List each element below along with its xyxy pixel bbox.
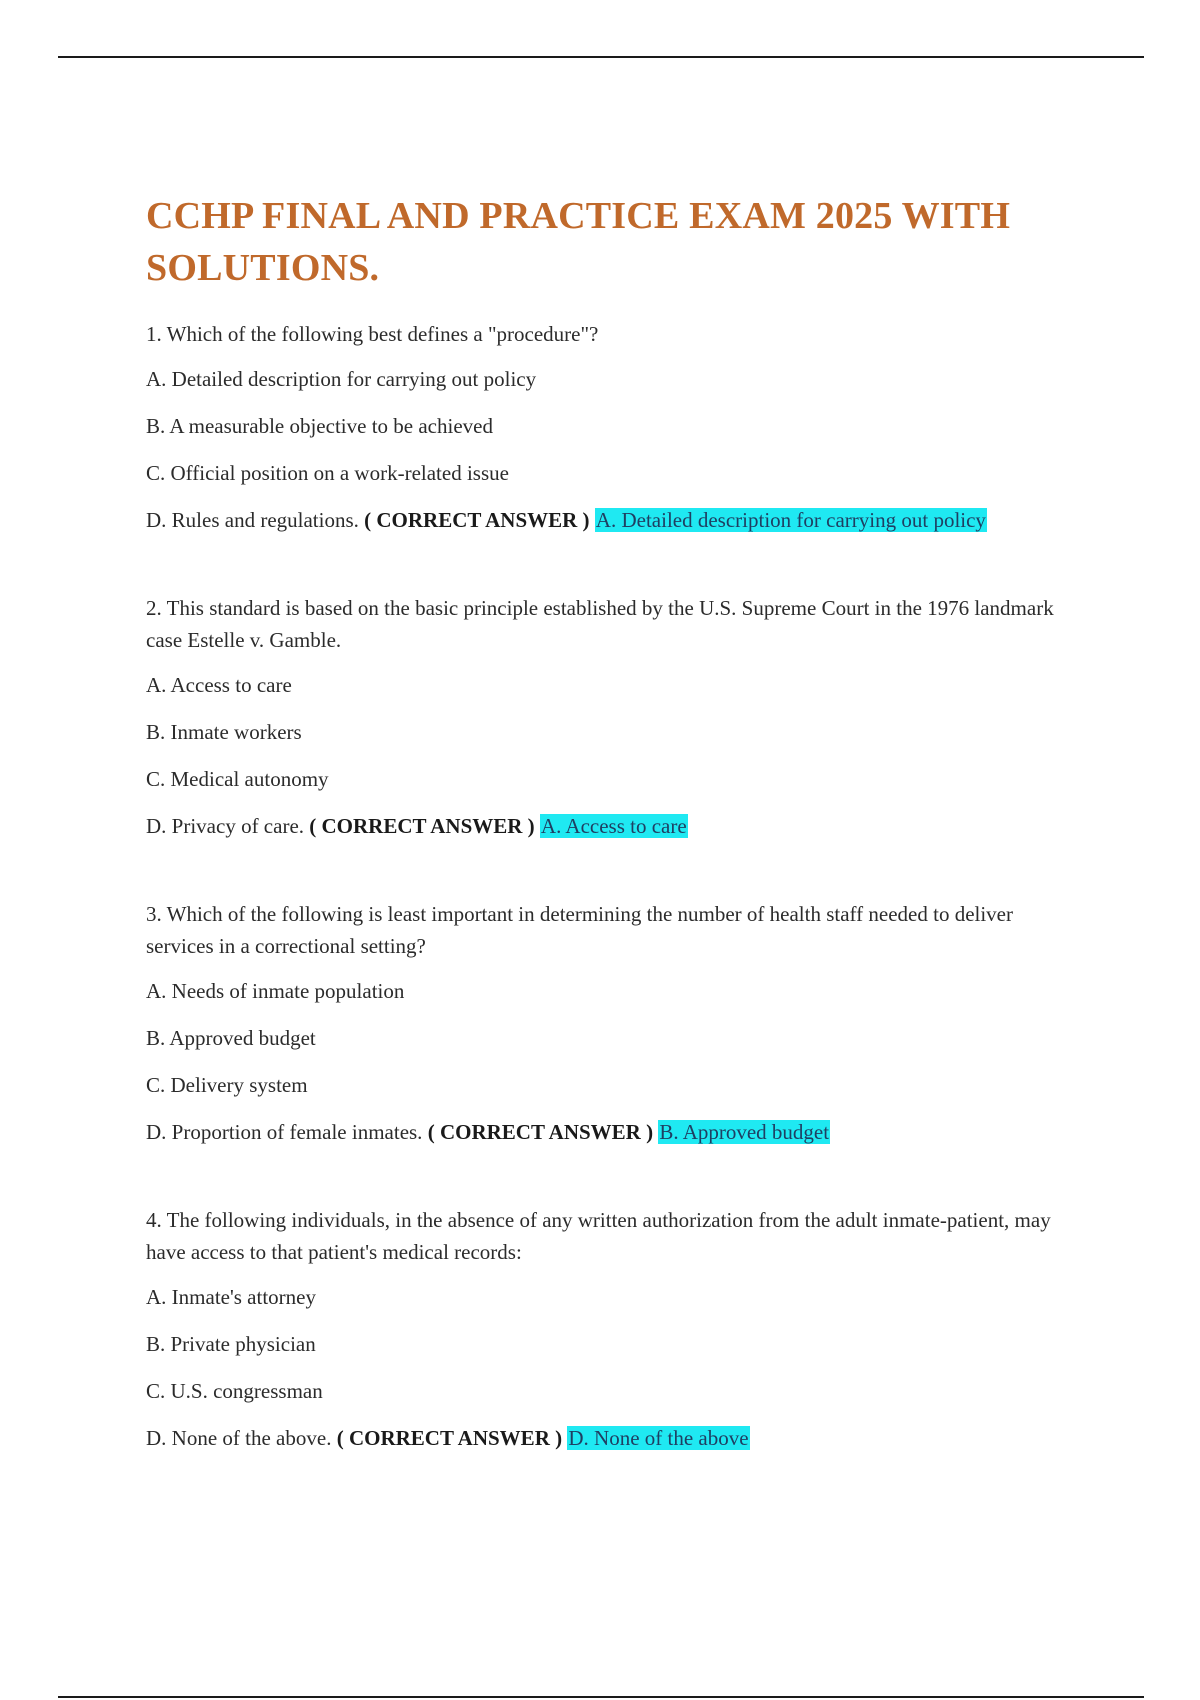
question-4	[146, 1204, 1066, 1454]
correct-answer-label	[337, 1426, 562, 1450]
footer-rule	[58, 1696, 1144, 1698]
correct-answer-label	[364, 508, 589, 532]
correct-answer-text: CORRECT ANSWER	[348, 1426, 550, 1450]
option-d-with-answer	[146, 810, 1066, 842]
question-3	[146, 898, 1066, 1148]
correct-open-paren: (	[336, 1426, 344, 1450]
document-title: CCHP FINAL AND PRACTICE EXAM 2025 WITH SOLUTIONS.	[146, 195, 1011, 289]
correct-answer-text: CORRECT ANSWER	[376, 508, 578, 532]
option-b: B. Approved budget	[146, 1026, 316, 1050]
option-b: B. A measurable objective to be achieved	[146, 414, 493, 438]
correct-close-paren: )	[555, 1426, 563, 1450]
option-d: D. None of the above.	[146, 1426, 332, 1450]
option-c: C. Official position on a work-related issue	[146, 461, 509, 485]
option-d-with-answer	[146, 1422, 1066, 1454]
option-b: B. Inmate workers	[146, 720, 302, 744]
question-1	[146, 318, 1066, 536]
correct-answer-label	[309, 814, 534, 838]
option-d: D. Rules and regulations.	[146, 508, 359, 532]
option-d: D. Privacy of care.	[146, 814, 305, 838]
option-c: C. Medical autonomy	[146, 767, 329, 791]
document-body	[146, 190, 1066, 1454]
question-2	[146, 592, 1066, 842]
question-stem: 1. Which of the following best defines a "procedure"?	[146, 322, 599, 346]
correct-close-paren: )	[646, 1120, 654, 1144]
correct-close-paren: )	[527, 814, 535, 838]
header-rule	[58, 56, 1144, 58]
option-a: A. Needs of inmate population	[146, 979, 405, 1003]
correct-answer-label	[428, 1120, 653, 1144]
highlighted-answer: A. Access to care	[540, 814, 687, 838]
highlighted-answer: A. Detailed description for carrying out policy	[595, 508, 986, 532]
correct-answer-text: CORRECT ANSWER	[321, 814, 523, 838]
correct-open-paren: (	[427, 1120, 435, 1144]
option-a: A. Access to care	[146, 673, 292, 697]
option-d-with-answer	[146, 504, 1066, 536]
option-c: C. U.S. congressman	[146, 1379, 323, 1403]
option-a: A. Inmate's attorney	[146, 1285, 316, 1309]
option-a: A. Detailed description for carrying out policy	[146, 367, 537, 391]
correct-answer-text: CORRECT ANSWER	[439, 1120, 641, 1144]
option-b: B. Private physician	[146, 1332, 316, 1356]
option-d: D. Proportion of female inmates.	[146, 1120, 423, 1144]
correct-open-paren: (	[364, 508, 372, 532]
option-c: C. Delivery system	[146, 1073, 308, 1097]
question-stem: 4. The following individuals, in the absence of any written authorization from the adult inmate-patient, may have access to that patient's medical records:	[146, 1208, 1051, 1264]
question-stem: 2. This standard is based on the basic principle established by the U.S. Supreme Court in the 1976 landmark case Estelle v. Gamble.	[146, 596, 1054, 652]
highlighted-answer: B. Approved budget	[659, 1120, 830, 1144]
question-stem: 3. Which of the following is least important in determining the number of health staff needed to deliver services in a correctional setting?	[146, 902, 1013, 958]
highlighted-answer: D. None of the above	[568, 1426, 749, 1450]
option-d-with-answer	[146, 1116, 1066, 1148]
correct-close-paren: )	[582, 508, 590, 532]
correct-open-paren: (	[309, 814, 317, 838]
